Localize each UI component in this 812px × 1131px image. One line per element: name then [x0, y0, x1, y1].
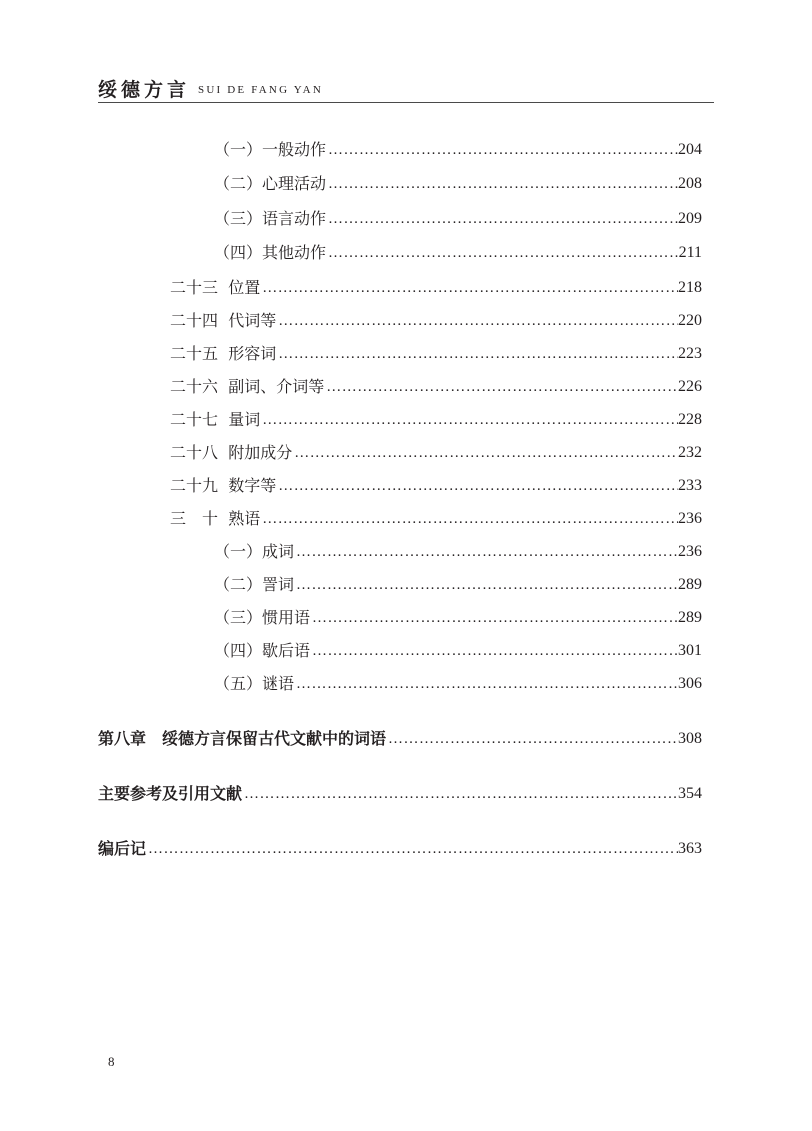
- toc-entry-label: （二）心理活动: [214, 174, 327, 193]
- toc-page-number: 233: [678, 477, 702, 494]
- toc-page-number: 363: [678, 840, 702, 857]
- toc-leader-dots: [294, 672, 678, 696]
- section-number: 二十三: [170, 278, 219, 297]
- toc-entry-label: （一）成词: [214, 542, 295, 561]
- toc-leader-dots: [294, 540, 678, 564]
- toc-leader-dots: [326, 138, 678, 162]
- toc-section[interactable]: [170, 276, 702, 300]
- running-header: [98, 78, 714, 102]
- toc-entry[interactable]: [214, 540, 702, 564]
- book-title: 绥德方言: [98, 79, 191, 101]
- toc-page-number: 236: [678, 510, 702, 527]
- toc-section[interactable]: [170, 408, 702, 432]
- section-title: 附加成分: [228, 443, 293, 462]
- toc-entry-label: （三）语言动作: [214, 209, 327, 228]
- header-divider: [98, 102, 714, 103]
- toc-page-number: 308: [678, 730, 702, 747]
- toc-page-number: 223: [678, 345, 702, 362]
- toc-page-number: 301: [678, 642, 702, 659]
- section-title: 位置: [228, 278, 261, 297]
- toc-entry[interactable]: [214, 138, 702, 162]
- chapter-title: 编后记: [98, 839, 147, 858]
- toc-page-number: 236: [678, 543, 702, 560]
- toc-page-number: 289: [678, 576, 702, 593]
- toc-section[interactable]: [170, 342, 702, 366]
- toc-page-number: 218: [678, 279, 702, 296]
- toc-chapter[interactable]: [98, 727, 702, 751]
- section-title: 量词: [228, 410, 261, 429]
- toc-entry[interactable]: [214, 207, 702, 231]
- toc-page-number: 204: [678, 141, 702, 158]
- toc-leader-dots: [294, 573, 678, 597]
- toc-entry[interactable]: [214, 672, 702, 696]
- toc-leader-dots: [276, 474, 678, 498]
- toc-section[interactable]: [170, 474, 702, 498]
- toc-entry[interactable]: [214, 241, 702, 265]
- toc-page-number: 220: [678, 312, 702, 329]
- toc-page-number: 226: [678, 378, 702, 395]
- section-title: 形容词: [228, 344, 277, 363]
- page-number: 8: [108, 1054, 115, 1069]
- section-number: 二十九: [170, 476, 219, 495]
- section-number: 二十五: [170, 344, 219, 363]
- toc-entry-label: （四）其他动作: [214, 243, 327, 262]
- toc-entry[interactable]: [214, 606, 702, 630]
- toc-leader-dots: [310, 639, 678, 663]
- toc-chapter[interactable]: [98, 782, 702, 806]
- toc-leader-dots: [386, 727, 678, 751]
- toc-entry-label: （四）歇后语: [214, 641, 311, 660]
- toc-page-number: 232: [678, 444, 702, 461]
- chapter-title: 主要参考及引用文献: [98, 784, 243, 803]
- toc-entry-label: （二）詈词: [214, 575, 295, 594]
- section-title: 数字等: [228, 476, 277, 495]
- toc-leader-dots: [260, 408, 678, 432]
- toc-section[interactable]: [170, 441, 702, 465]
- toc-leader-dots: [326, 241, 679, 265]
- section-title: 副词、介词等: [228, 377, 325, 396]
- toc-section[interactable]: [170, 375, 702, 399]
- toc-leader-dots: [260, 276, 678, 300]
- toc-page-number: 354: [678, 785, 702, 802]
- toc-page-number: 209: [678, 210, 702, 227]
- chapter-title: 第八章 绥德方言保留古代文献中的词语: [98, 729, 387, 748]
- toc-leader-dots: [242, 782, 678, 806]
- toc-page-number: 306: [678, 675, 702, 692]
- toc-section[interactable]: [170, 507, 702, 531]
- toc-leader-dots: [276, 309, 678, 333]
- section-title: 熟语: [228, 509, 261, 528]
- toc-entry-label: （五）谜语: [214, 674, 295, 693]
- toc-entry[interactable]: [214, 172, 702, 196]
- toc-leader-dots: [326, 172, 678, 196]
- toc-entry[interactable]: [214, 639, 702, 663]
- toc-leader-dots: [324, 375, 678, 399]
- toc-leader-dots: [260, 507, 678, 531]
- toc-leader-dots: [326, 207, 678, 231]
- toc-entry-label: （一）一般动作: [214, 140, 327, 159]
- section-number: 二十七: [170, 410, 219, 429]
- toc-chapter[interactable]: [98, 837, 702, 861]
- section-number: 二十八: [170, 443, 219, 462]
- toc-entry[interactable]: [214, 573, 702, 597]
- toc-leader-dots: [292, 441, 678, 465]
- toc-section[interactable]: [170, 309, 702, 333]
- toc-leader-dots: [146, 837, 678, 861]
- toc-leader-dots: [310, 606, 678, 630]
- section-title: 代词等: [228, 311, 277, 330]
- toc-entry-label: （三）惯用语: [214, 608, 311, 627]
- toc-page-number: 228: [678, 411, 702, 428]
- section-number: 二十四: [170, 311, 219, 330]
- section-number: 三 十: [170, 509, 219, 528]
- section-number: 二十六: [170, 377, 219, 396]
- toc-page-number: 289: [678, 609, 702, 626]
- toc-page-number: 211: [678, 244, 702, 261]
- toc-leader-dots: [276, 342, 678, 366]
- toc-page-number: 208: [678, 175, 702, 192]
- book-title-pinyin: SUI DE FANG YAN: [198, 84, 323, 96]
